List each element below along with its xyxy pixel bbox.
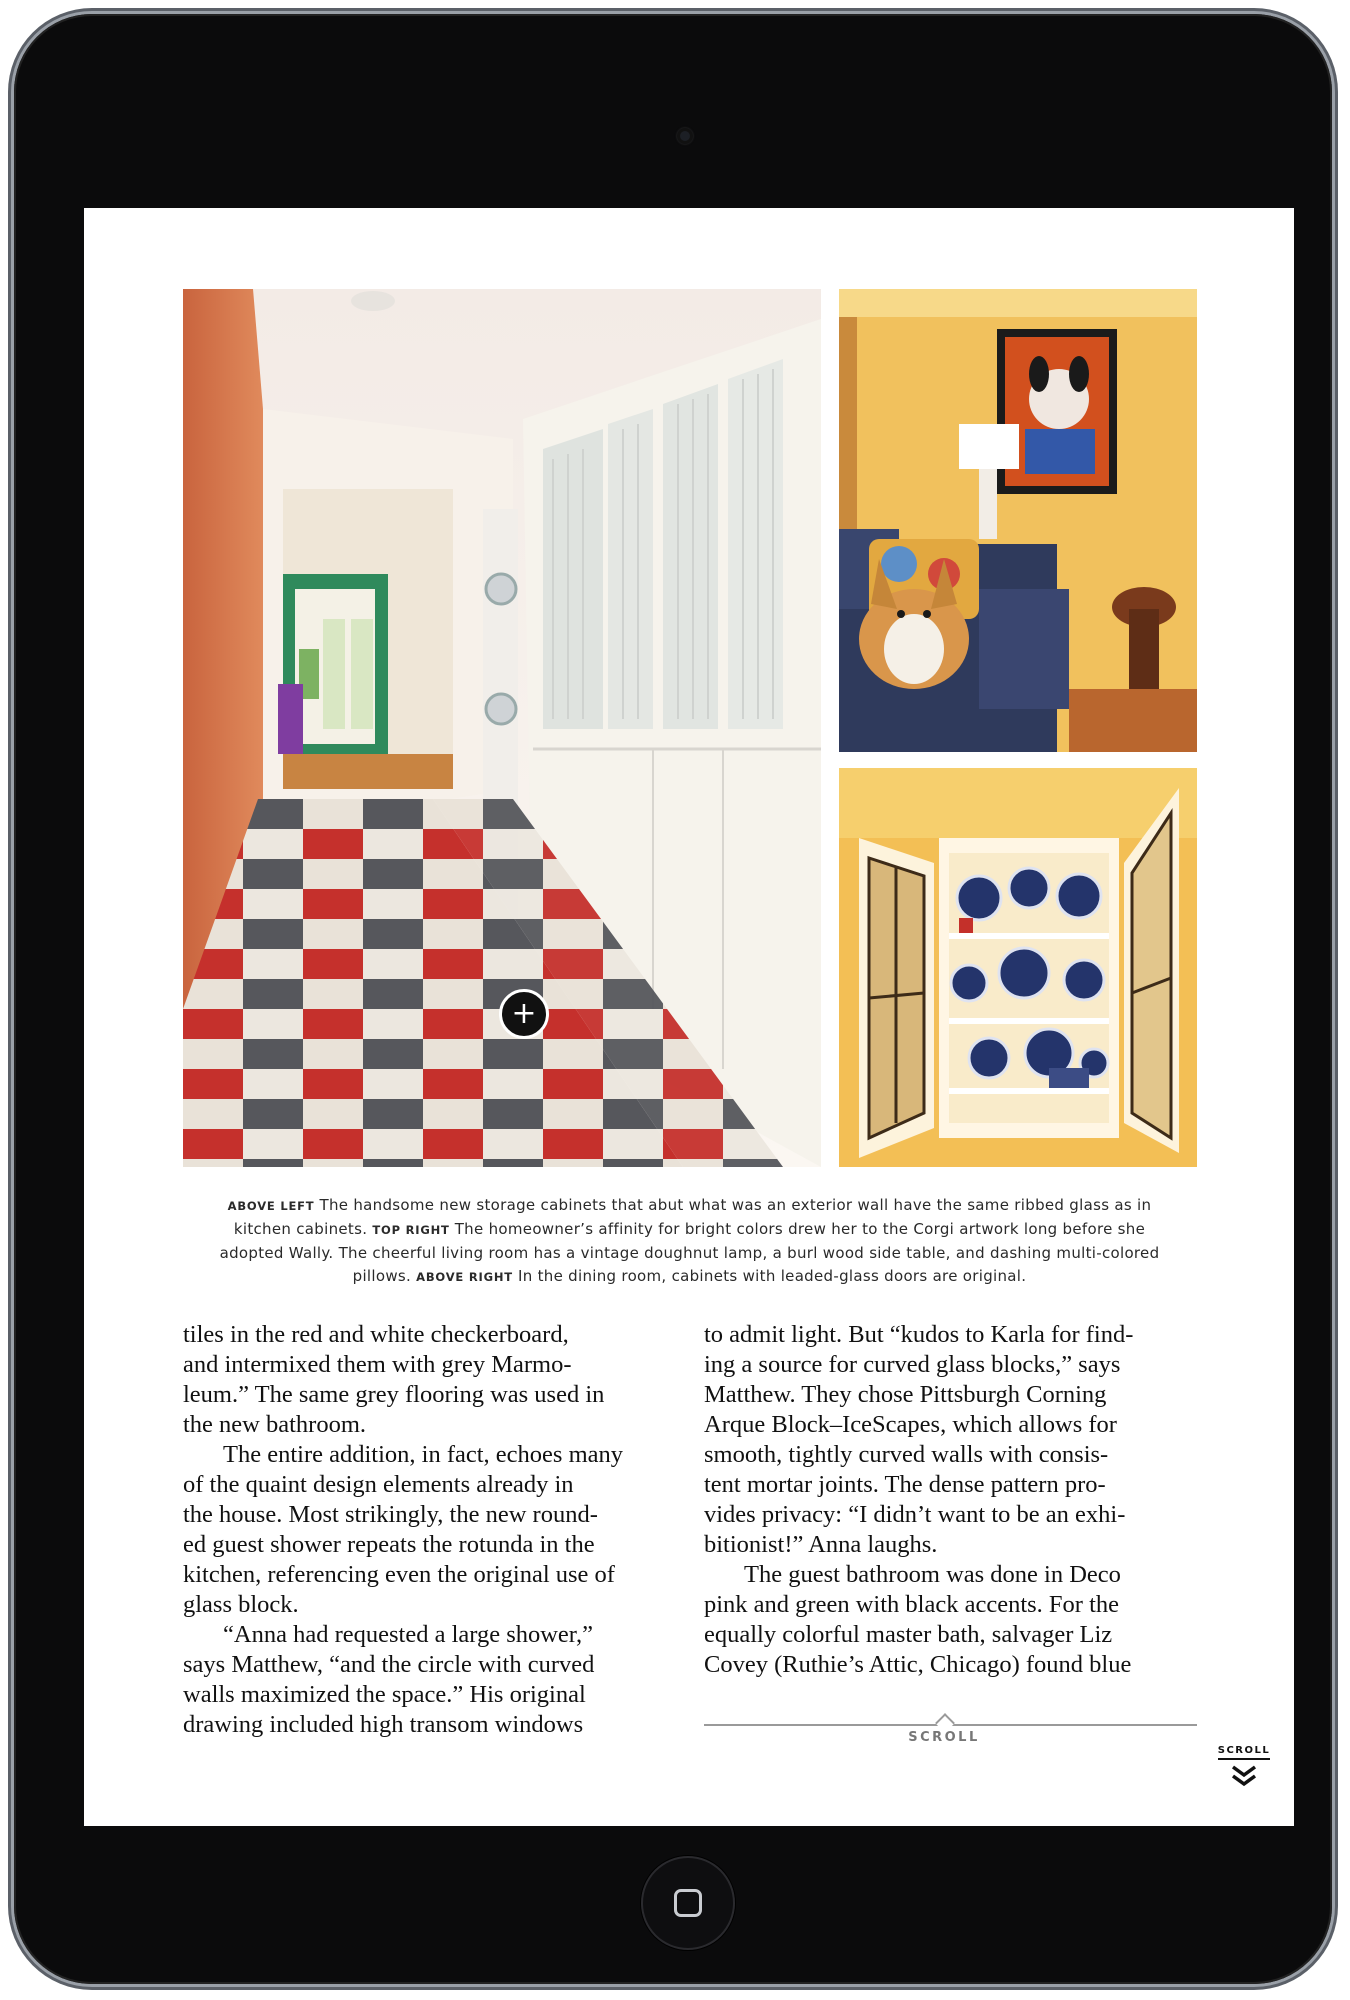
article-line: pink and green with black accents. For the xyxy=(704,1591,1120,1618)
article-line: of the quaint design elements already in xyxy=(183,1471,574,1498)
plus-icon: + xyxy=(511,996,537,1031)
home-button-icon xyxy=(674,1889,702,1917)
article-line: the house. Most strikingly, the new round- xyxy=(183,1501,598,1528)
article-line: tiles in the red and white checkerboard, xyxy=(183,1321,569,1348)
scroll-button-label: SCROLL xyxy=(1218,1745,1271,1760)
article-line: “Anna had requested a large shower,” xyxy=(223,1621,593,1648)
article-line: The guest bathroom was done in Deco xyxy=(744,1561,1121,1588)
article-line: kitchen, referencing even the original use of xyxy=(183,1561,615,1588)
double-chevron-down-icon xyxy=(1229,1764,1259,1788)
camera-icon xyxy=(677,128,693,144)
article-line: ing a source for curved glass blocks,” says xyxy=(704,1351,1121,1378)
article-line: bitionist!” Anna laughs. xyxy=(704,1531,938,1558)
article-line: says Matthew, “and the circle with curved xyxy=(183,1651,595,1678)
scroll-down-button[interactable] xyxy=(1214,1740,1274,1788)
article-line: leum.” The same grey flooring was used in xyxy=(183,1381,605,1408)
home-button[interactable] xyxy=(641,1856,735,1950)
scroll-label: SCROLL xyxy=(908,1730,980,1745)
article-line: Matthew. They chose Pittsburgh Corning xyxy=(704,1381,1107,1408)
article-line: The entire addition, in fact, echoes many xyxy=(223,1441,624,1468)
article-line: walls maximized the space.” His original xyxy=(183,1681,586,1708)
caption-text-above-right: In the dining room, cabinets with leaded-glass doors are original. xyxy=(512,1267,1027,1285)
article-line: the new bathroom. xyxy=(183,1411,367,1438)
screen[interactable] xyxy=(84,208,1294,1826)
article-line: tent mortar joints. The dense pattern pro- xyxy=(704,1471,1106,1498)
caption-label-above-left: ABOVE LEFT xyxy=(227,1199,315,1213)
article-line: smooth, tightly curved walls with consis- xyxy=(704,1441,1109,1468)
photo-caption xyxy=(212,1194,1167,1289)
article-line: to admit light. But “kudos to Karla for find- xyxy=(704,1321,1134,1348)
caption-text-above-left: The handsome new storage cabinets that abut what was an exterior wall have the same ribbed glass as in kitchen cabinets. xyxy=(233,1196,1152,1238)
caption-text-top-right: The homeowner’s affinity for bright colors drew her to the Corgi artwork long before she adopted Wally. The cheerful living room has a vintage doughnut lamp, a burl wood side table, and dashing multi-colored pillows. xyxy=(219,1220,1160,1285)
article-column-right xyxy=(704,1320,1204,1680)
article-line: ed guest shower repeats the rotunda in the xyxy=(183,1531,595,1558)
article-line: Covey (Ruthie’s Attic, Chicago) found blue xyxy=(704,1651,1132,1678)
caption-label-top-right: TOP RIGHT xyxy=(372,1223,450,1237)
caption-label-above-right: ABOVE RIGHT xyxy=(416,1270,513,1284)
article-line: glass block. xyxy=(183,1591,299,1618)
photo-dining-cabinet[interactable] xyxy=(839,768,1197,1167)
photo-hallway-cabinets[interactable] xyxy=(183,289,821,1167)
article-column-left xyxy=(183,1320,695,1740)
article-line: and intermixed them with grey Marmo- xyxy=(183,1351,572,1378)
article-line: vides privacy: “I didn’t want to be an exhi- xyxy=(704,1501,1126,1528)
photo-corgi-living-room[interactable] xyxy=(839,289,1197,752)
tablet-frame xyxy=(14,14,1332,1984)
article-line: drawing included high transom windows xyxy=(183,1711,584,1738)
article-line: Arque Block–IceScapes, which allows for xyxy=(704,1411,1117,1438)
article-line: equally colorful master bath, salvager Liz xyxy=(704,1621,1113,1648)
zoom-plus-button[interactable] xyxy=(499,989,549,1039)
